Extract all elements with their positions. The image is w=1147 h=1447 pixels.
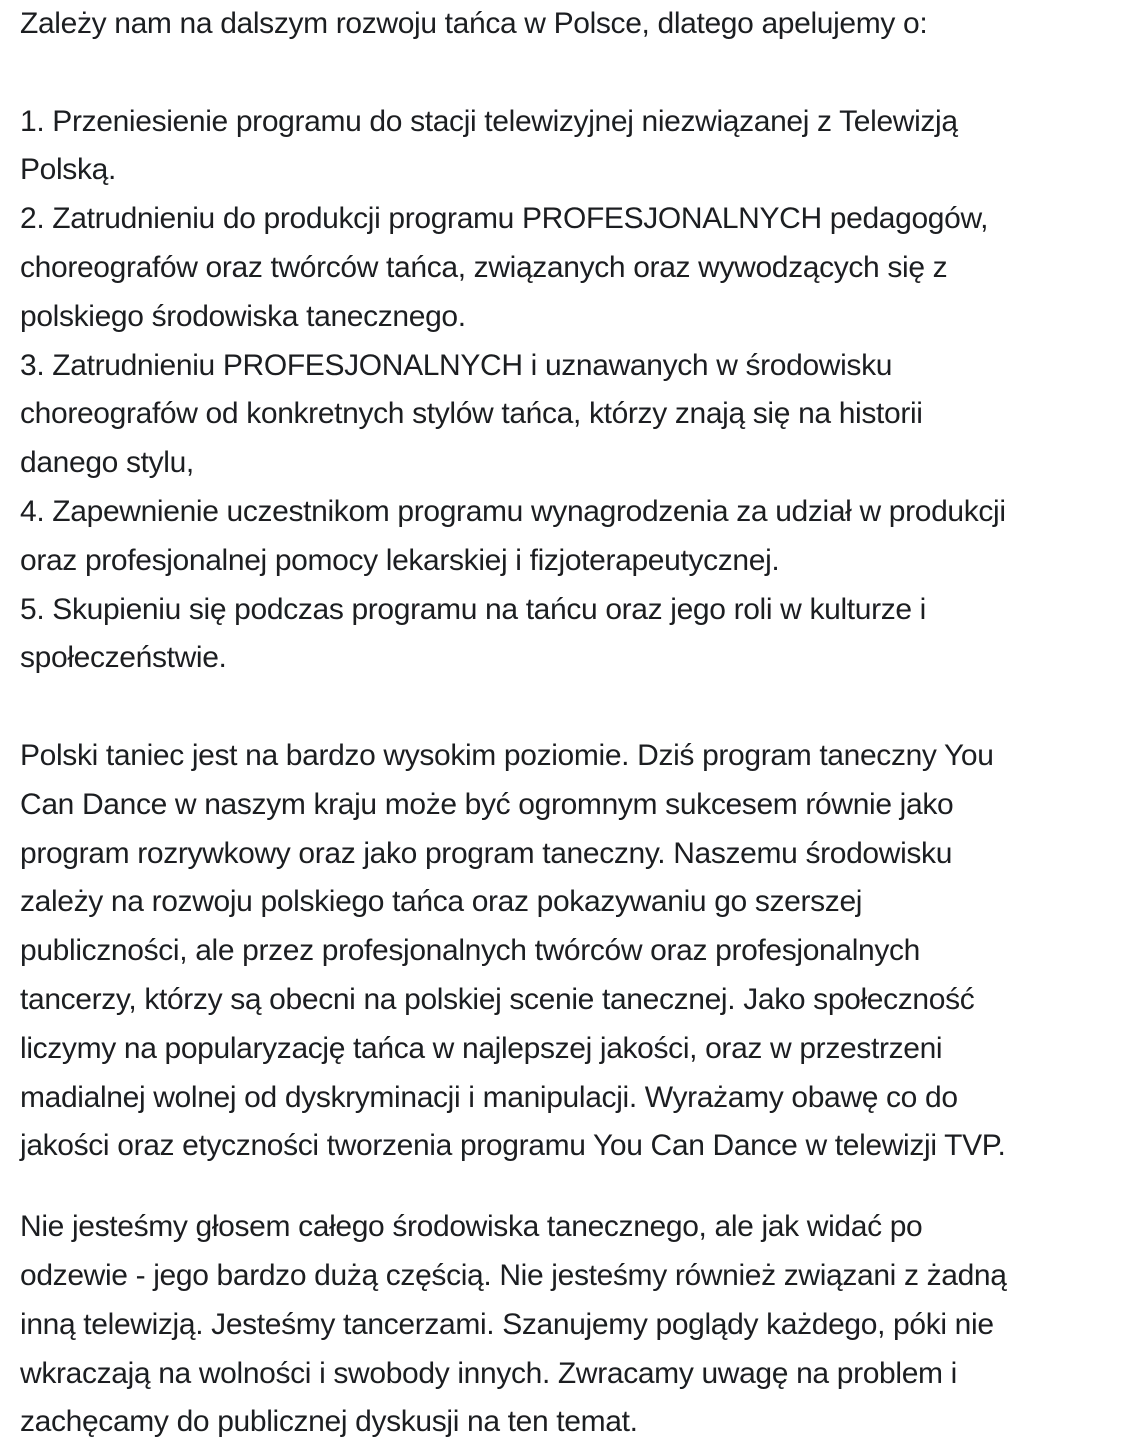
paragraph-1 xyxy=(20,732,1140,1171)
list-item-line: danego stylu, xyxy=(20,446,194,480)
paragraph-line: inną telewizją. Jesteśmy tancerzami. Szanujemy poglądy każdego, póki nie xyxy=(20,1307,994,1341)
list-item-2 xyxy=(20,195,1140,341)
list-item-line: choreografów od konkretnych stylów tańca, którzy znają się na historii xyxy=(20,397,923,431)
paragraph-line: wkraczają na wolności i swobody innych. Zwracamy uwagę na problem i xyxy=(20,1356,957,1390)
spacer xyxy=(20,683,1140,732)
list-item-line: 1. Przeniesienie programu do stacji telewizyjnej niezwiązanej z Telewizją xyxy=(20,104,958,138)
list-item-line: polskiego środowiska tanecznego. xyxy=(20,299,466,333)
spacer xyxy=(20,49,1140,98)
paragraph-line: Nie jesteśmy głosem całego środowiska tanecznego, ale jak widać po xyxy=(20,1210,923,1244)
paragraph-line: odzewie - jego bardzo dużą częścią. Nie jesteśmy również związani z żadną xyxy=(20,1258,1007,1292)
list-item-line: Polską. xyxy=(20,153,116,187)
list-item-line: społeczeństwie. xyxy=(20,641,227,675)
list-item-3 xyxy=(20,342,1140,488)
intro-text: Zależy nam na dalszym rozwoju tańca w Polsce, dlatego apelujemy o: xyxy=(20,7,928,40)
paragraph-line: zależy na rozwoju polskiego tańca oraz pokazywaniu go szerszej xyxy=(20,885,863,919)
post-body xyxy=(20,0,1140,1447)
paragraph-line: program rozrywkowy oraz jako program taneczny. Naszemu środowisku xyxy=(20,836,953,870)
list-item-line: 5. Skupieniu się podczas programu na tańcu oraz jego roli w kulturze i xyxy=(20,592,926,626)
list-item-line: 2. Zatrudnieniu do produkcji programu PROFESJONALNYCH pedagogów, xyxy=(20,202,989,236)
list-item-line: 3. Zatrudnieniu PROFESJONALNYCH i uznawanych w środowisku xyxy=(20,348,893,382)
paragraph-line: madialnej wolnej od dyskryminacji i manipulacji. Wyrażamy obawę co do xyxy=(20,1080,958,1114)
paragraph-line: liczymy na popularyzację tańca w najlepszej jakości, oraz w przestrzeni xyxy=(20,1031,943,1065)
paragraph-line: zachęcamy do publicznej dyskusji na ten temat. xyxy=(20,1405,638,1439)
list-item-line: choreografów oraz twórców tańca, związanych oraz wywodzących się z xyxy=(20,250,948,284)
list-item-line: 4. Zapewnienie uczestnikom programu wynagrodzenia za udział w produkcji xyxy=(20,494,1006,528)
appeal-list xyxy=(20,98,1140,684)
paragraph-line: tancerzy, którzy są obecni na polskiej scenie tanecznej. Jako społeczność xyxy=(20,982,975,1016)
paragraph-line: publiczności, ale przez profesjonalnych twórców oraz profesjonalnych xyxy=(20,934,921,968)
list-item-1 xyxy=(20,98,1140,196)
list-item-4 xyxy=(20,488,1140,586)
spacer xyxy=(20,1171,1140,1203)
paragraph-line: Can Dance w naszym kraju może być ogromnym sukcesem równie jako xyxy=(20,787,954,821)
list-item-line: oraz profesjonalnej pomocy lekarskiej i fizjoterapeutycznej. xyxy=(20,543,780,577)
paragraph-line: Polski taniec jest na bardzo wysokim poziomie. Dziś program taneczny You xyxy=(20,738,994,772)
paragraph-line: jakości oraz etyczności tworzenia programu You Can Dance w telewizji TVP. xyxy=(20,1129,1006,1163)
paragraph-2 xyxy=(20,1203,1140,1447)
list-item-5 xyxy=(20,586,1140,684)
